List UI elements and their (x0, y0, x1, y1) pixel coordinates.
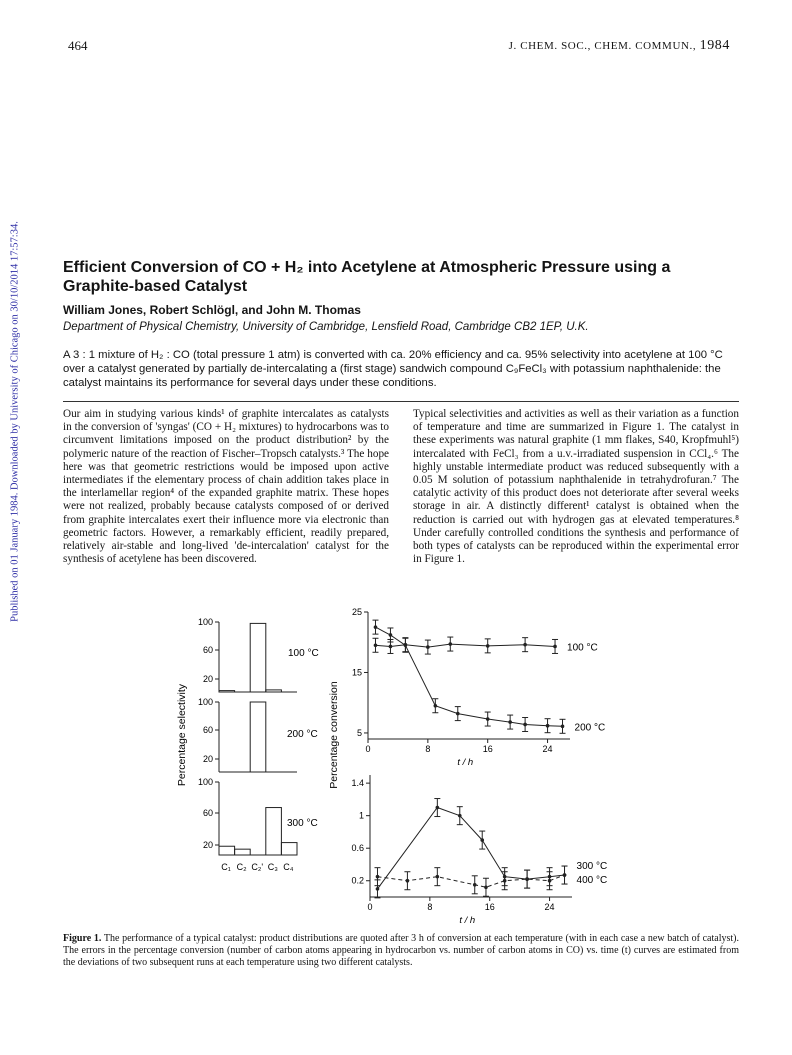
conversion-chart-bottom (351, 775, 607, 926)
y-tick-label: 20 (202, 674, 213, 684)
data-point (473, 883, 477, 887)
y-tick-label: 25 (351, 607, 362, 617)
data-point (376, 887, 380, 891)
data-point (389, 633, 393, 637)
journal-year: 1984 (699, 38, 730, 53)
series-label: 200 °C (574, 722, 606, 734)
data-point (456, 712, 460, 716)
category-label: C₂ (236, 862, 247, 872)
y-tick-label: 100 (197, 697, 213, 707)
series-line (378, 875, 565, 887)
x-tick-label: 8 (425, 744, 431, 754)
paper-affiliation: Department of Physical Chemistry, University of Cambridge, Lensfield Road, Cambridge CB2 1EP, U.K. (63, 321, 589, 333)
y-tick-label: 60 (202, 645, 213, 655)
x-axis-title: t / h (457, 757, 474, 768)
selectivity-bar (235, 849, 251, 855)
y-tick-label: 60 (202, 808, 213, 818)
y-tick-label: 20 (202, 840, 213, 850)
category-label: C₁ (221, 862, 231, 872)
data-point (553, 645, 557, 649)
data-point (436, 806, 440, 810)
journal-name: J. CHEM. SOC., CHEM. COMMUN., (508, 40, 697, 52)
body-column-left: Our aim in studying various kinds¹ of graphite intercalates as catalysts in the conversion of 'syngas' (CO + H₂ mixtures) to hydrocarbons was to circumvent limitations imposed on the product distribution² by the polymeric nature of the reaction of Fischer–Tropsch catalysts.³ The hope here was that geometric restrictions would be imposed upon active intermediates if the elementary process of chain addition takes place in the interlamellar region⁴ of the expanded graphite matrix. These hopes were not realized, probably because catalysts composed of or derived from graphite intercalates exert their influence more via electronic than geometric factors. However, a remarkably efficient, readily prepared, relatively air-stable and long-lived 'de-intercalation' catalyst for the synthesis of acetylene has been discovered. (63, 408, 389, 566)
y-tick-label: 100 (197, 777, 213, 787)
x-axis-title: t / h (459, 915, 476, 926)
temperature-label: 100 °C (288, 648, 319, 659)
data-point (503, 879, 507, 883)
data-point (480, 838, 484, 842)
series-line (376, 627, 563, 726)
y-tick-label: 1.4 (351, 778, 364, 789)
data-point (458, 814, 462, 818)
selectivity-bar (219, 691, 235, 692)
y-tick-label: 0.6 (351, 843, 364, 854)
data-point (434, 704, 438, 708)
data-point (486, 644, 490, 648)
y-tick-label: 100 (197, 617, 213, 627)
data-point (406, 879, 410, 883)
selectivity-bar (266, 690, 282, 692)
data-point (376, 875, 380, 879)
series-label: 100 °C (567, 642, 598, 654)
selectivity-bar (250, 623, 266, 692)
data-point (484, 885, 488, 889)
temperature-label: 200 °C (287, 729, 318, 740)
x-tick-label: 24 (542, 744, 553, 754)
x-tick-label: 8 (427, 902, 433, 912)
selectivity-bar-chart (176, 617, 319, 872)
selectivity-bar (281, 843, 297, 855)
paper-title: Efficient Conversion of CO + H₂ into Acetylene at Atmospheric Pressure using a Graphite-based Catalyst (63, 259, 671, 295)
x-tick-label: 0 (365, 744, 371, 754)
selectivity-bar (250, 702, 266, 772)
x-tick-label: 0 (367, 902, 373, 912)
selectivity-bar (219, 846, 235, 855)
category-label: C₂' (251, 862, 264, 872)
data-point (523, 643, 527, 647)
conversion-chart-top (328, 607, 605, 789)
y-tick-label: 1 (358, 810, 364, 821)
x-tick-label: 16 (484, 902, 495, 912)
data-point (389, 645, 393, 649)
y-tick-label: 60 (202, 725, 213, 735)
data-point (563, 873, 567, 877)
data-point (436, 875, 440, 879)
y-axis-title: Percentage conversion (328, 681, 340, 789)
series-label: 400 °C (576, 875, 608, 887)
data-point (374, 625, 378, 629)
caption-label: Figure 1. (63, 933, 102, 944)
data-point (448, 642, 452, 646)
category-label: C₄ (283, 862, 294, 872)
data-point (523, 723, 527, 727)
y-tick-label: 20 (202, 754, 213, 764)
y-tick-label: 0.2 (351, 875, 364, 886)
data-point (374, 643, 378, 647)
data-point (525, 877, 529, 881)
page-number: 464 (68, 38, 88, 53)
x-tick-label: 16 (482, 744, 493, 754)
series-label: 300 °C (576, 861, 608, 873)
series-line (376, 644, 556, 647)
data-point (508, 720, 512, 724)
y-axis-title: Percentage selectivity (176, 683, 188, 787)
figure-caption (63, 933, 739, 968)
abstract: A 3 : 1 mixture of H₂ : CO (total pressure 1 atm) is converted with ca. 20% efficiency and ca. 95% selectivity into acetylene at 100 °C over a catalyst generated by partially de-intercalating a (first stage) sandwich compound C₉FeCl₃ with potassium naphthalenide: the catalyst maintains its performance for several days under these conditions. (63, 349, 723, 389)
data-point (404, 643, 408, 647)
selectivity-bar (266, 808, 282, 855)
caption-text: The performance of a typical catalyst: product distributions are quoted after 3 h of conversion at each temperature (with in each case a new batch of catalyst). The errors in the percentage conversion (number of carbon atoms appearing in hydrocarbon vs. number of carbon atoms in CO) vs. time (t) curves are estimated from the deviations of two subsequent runs at each temperature using two different catalysts. (63, 933, 739, 968)
data-point (546, 724, 550, 728)
data-point (548, 879, 552, 883)
series-line (378, 808, 565, 889)
data-point (561, 725, 565, 729)
download-watermark: Published on 01 January 1984. Downloaded by University of Chicago on 30/10/2014 17:57:34. (9, 221, 21, 622)
x-tick-label: 24 (544, 902, 555, 912)
temperature-label: 300 °C (287, 818, 318, 829)
data-point (486, 717, 490, 721)
data-point (426, 645, 430, 649)
category-label: C₃ (267, 862, 278, 872)
y-tick-label: 5 (356, 727, 362, 738)
y-tick-label: 15 (351, 667, 362, 678)
body-column-right: Typical selectivities and activities as well as their variation as a function of temperature and time are summarized in Figure 1. The catalyst in these experiments was natural graphite (1 mm flakes, S40, Kropfmuhl⁵) intercalated with FeCl₃ from a u.v.-irradiated suspension in CCl₄.⁶ The highly unstable intermediate product was reduced subsequently with a 0.05 M solution of potassium naphthalenide in tetrahydrofuran.⁷ The catalytic activity of this product does not deteriorate after several weeks storage in air. A distinctly different¹ catalyst is obtained when the reduction is carried out with hydrogen gas at elevated temperatures.⁸ Under carefully controlled conditions the synthesis and performance of both types of catalysts can be reproduced within the experimental error in Figure 1. (413, 408, 739, 566)
paper-authors: William Jones, Robert Schlögl, and John M. Thomas (63, 303, 361, 317)
